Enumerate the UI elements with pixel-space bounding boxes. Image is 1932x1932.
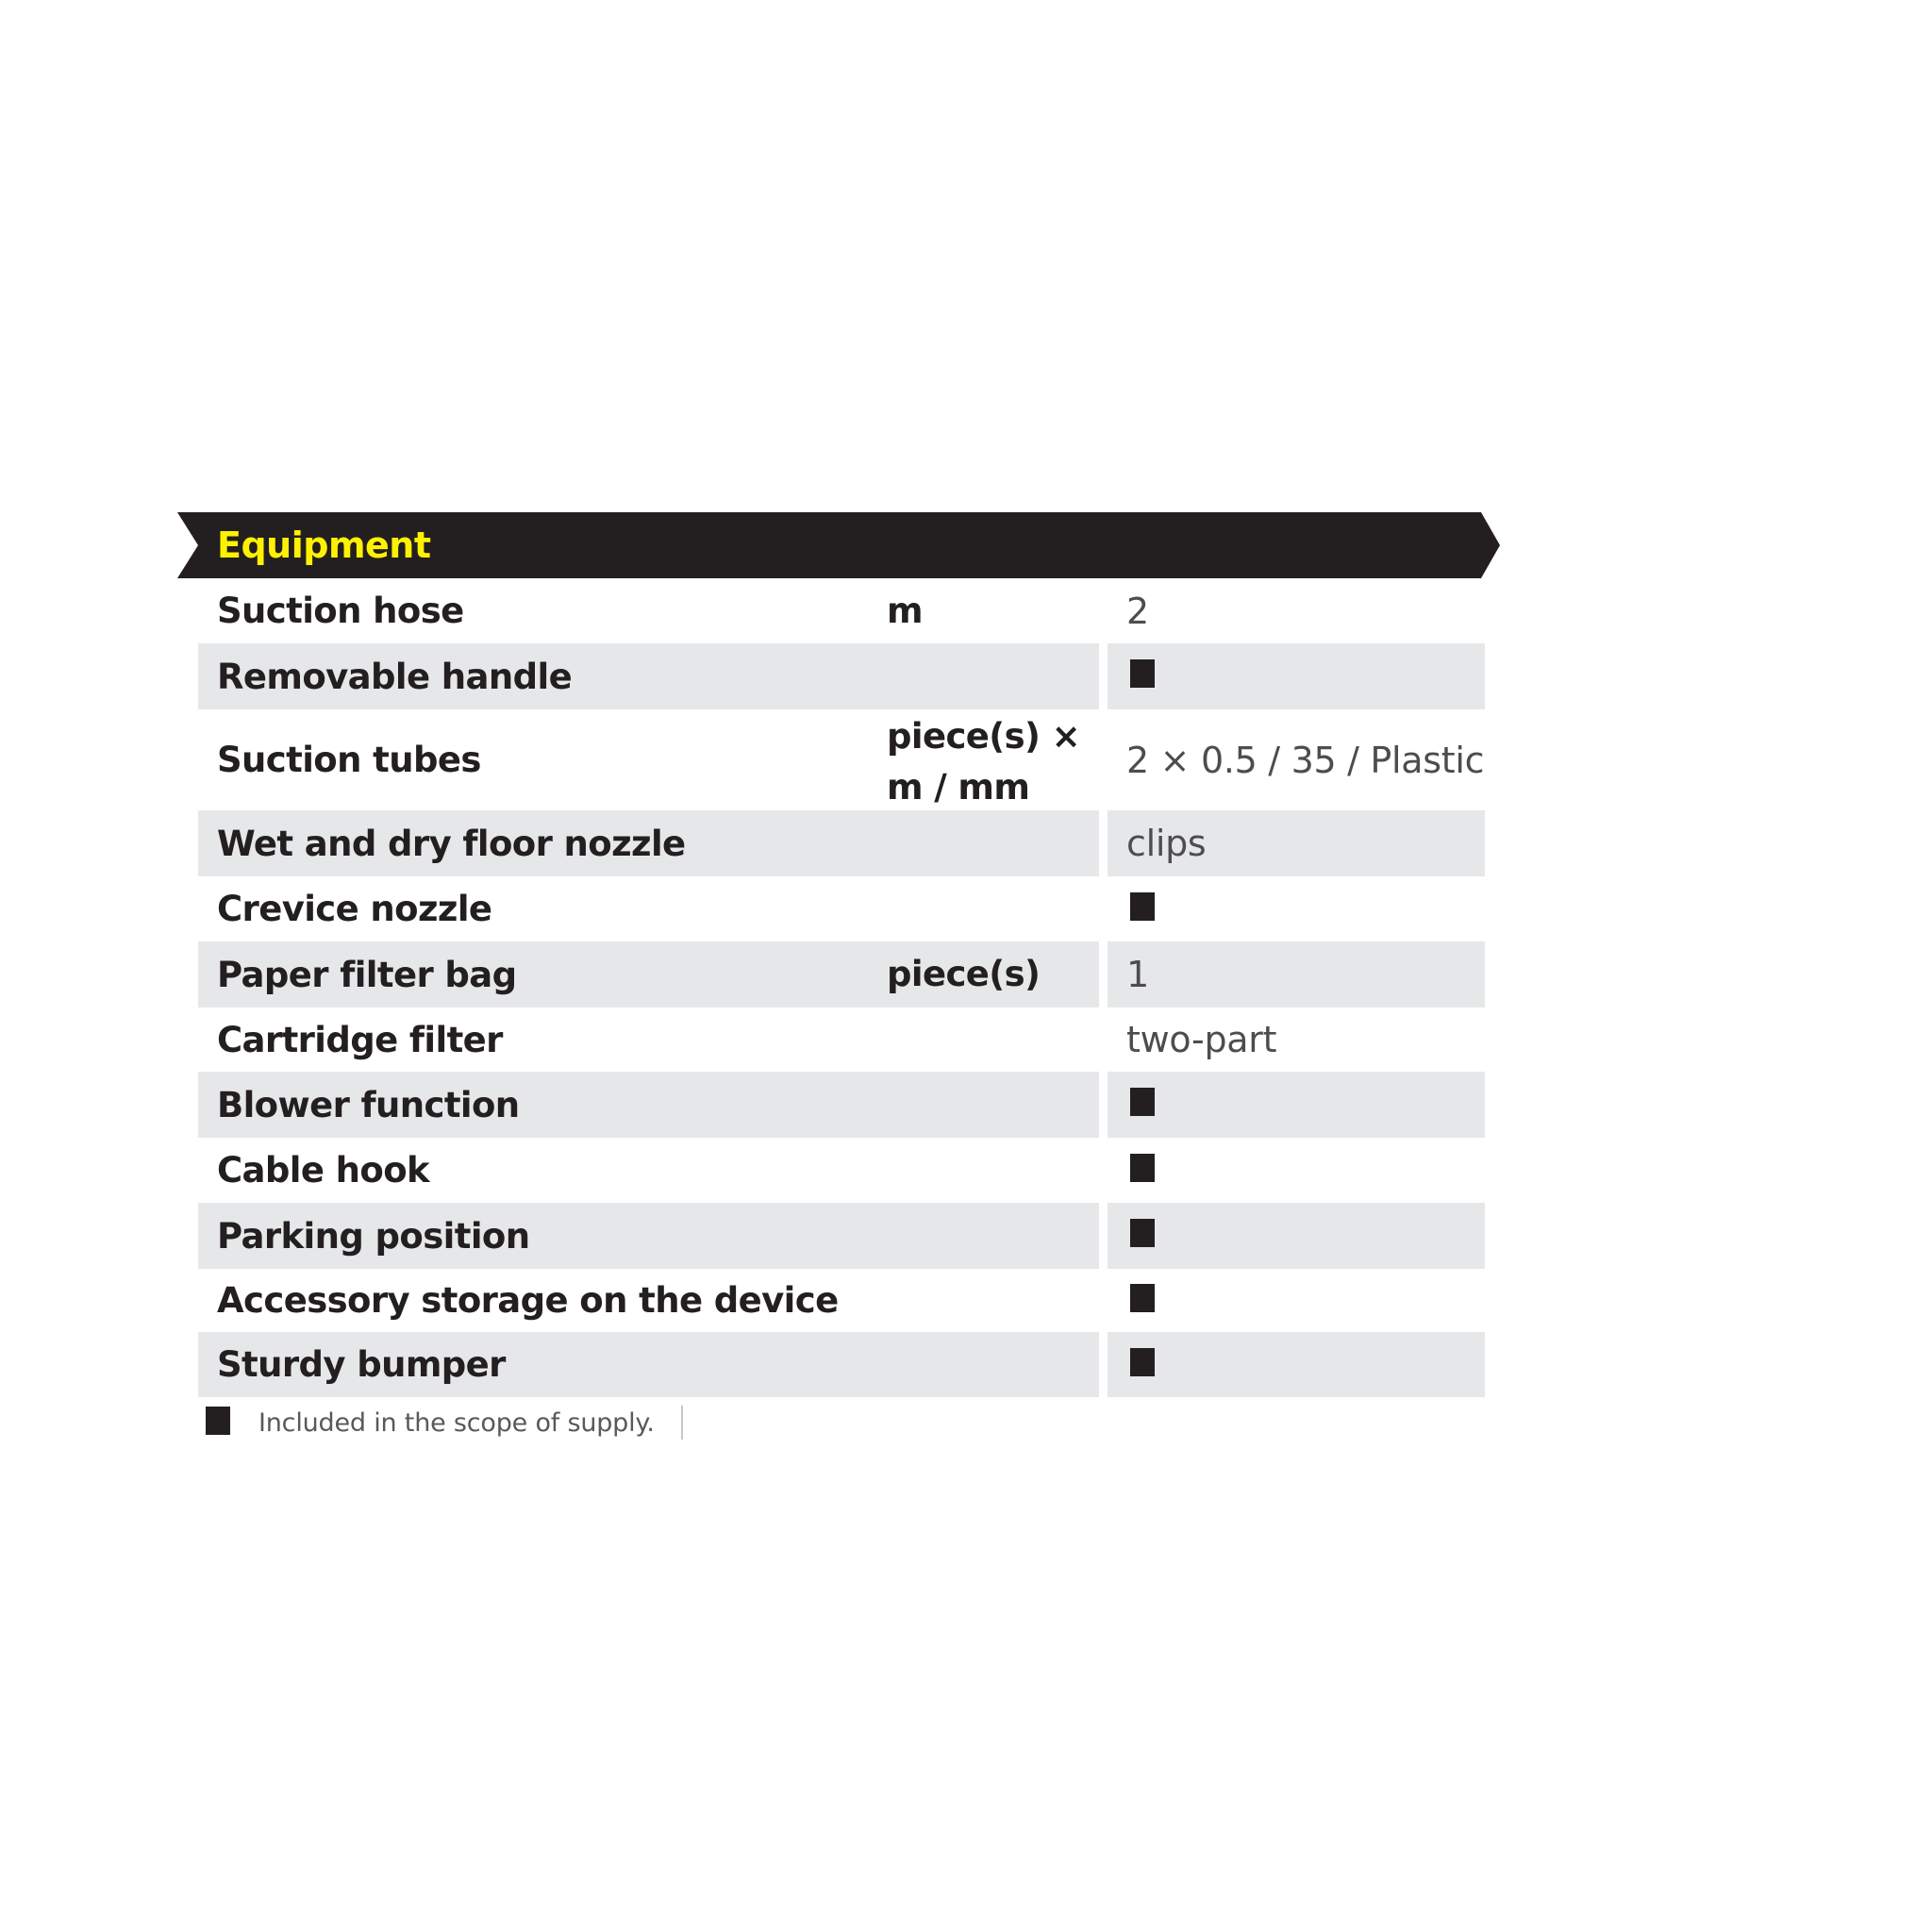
table-row bbox=[198, 810, 1485, 876]
label-cell bbox=[198, 1072, 1099, 1138]
included-bullet-icon bbox=[1130, 1284, 1155, 1312]
value-cell bbox=[1108, 1269, 1485, 1332]
row-unit: piece(s) bbox=[887, 954, 1041, 994]
section-title: Equipment bbox=[217, 525, 431, 566]
included-bullet-icon bbox=[1130, 659, 1155, 688]
row-label: Crevice nozzle bbox=[217, 889, 492, 929]
row-unit bbox=[887, 711, 1080, 813]
label-cell bbox=[198, 1138, 1099, 1203]
row-value: 1 bbox=[1126, 954, 1149, 995]
footnote bbox=[206, 1404, 683, 1441]
row-label: Paper filter bag bbox=[217, 954, 517, 995]
label-cell bbox=[198, 709, 1099, 810]
table-row bbox=[198, 1072, 1485, 1138]
label-cell bbox=[198, 876, 1099, 941]
row-unit-line-1: piece(s) × bbox=[887, 716, 1081, 757]
footnote-separator bbox=[681, 1406, 683, 1440]
table-row bbox=[198, 1203, 1485, 1269]
included-bullet-icon bbox=[1130, 892, 1155, 921]
row-value: 2 × 0.5 / 35 / Plastic bbox=[1126, 739, 1485, 781]
label-cell bbox=[198, 1332, 1099, 1397]
row-label: Cartridge filter bbox=[217, 1019, 503, 1060]
table-row bbox=[198, 578, 1485, 643]
value-cell bbox=[1108, 1008, 1485, 1072]
table-row bbox=[198, 643, 1485, 709]
row-label: Blower function bbox=[217, 1084, 520, 1125]
included-bullet-icon bbox=[1130, 1348, 1155, 1376]
row-unit-line-2: m / mm bbox=[887, 767, 1030, 808]
equipment-table bbox=[198, 578, 1485, 1397]
label-cell bbox=[198, 1269, 1099, 1332]
label-cell bbox=[198, 941, 1099, 1008]
table-row bbox=[198, 709, 1485, 810]
value-cell bbox=[1108, 1138, 1485, 1203]
included-bullet-icon bbox=[1130, 1219, 1155, 1247]
footnote-text: Included in the scope of supply. bbox=[258, 1407, 655, 1438]
filled-square-bullet-icon bbox=[206, 1407, 230, 1435]
table-row bbox=[198, 1008, 1485, 1072]
value-cell bbox=[1108, 643, 1485, 709]
row-label: Cable hook bbox=[217, 1150, 430, 1191]
row-label: Suction hose bbox=[217, 591, 464, 631]
row-unit: m bbox=[887, 590, 923, 631]
label-cell bbox=[198, 810, 1099, 876]
table-row bbox=[198, 1332, 1485, 1397]
label-cell bbox=[198, 1203, 1099, 1269]
row-label: Wet and dry floor nozzle bbox=[217, 823, 686, 864]
value-cell bbox=[1108, 709, 1485, 810]
value-cell bbox=[1108, 1072, 1485, 1138]
table-row bbox=[198, 876, 1485, 941]
label-cell bbox=[198, 643, 1099, 709]
included-bullet-icon bbox=[1130, 1088, 1155, 1116]
label-cell bbox=[198, 578, 1099, 643]
value-cell bbox=[1108, 810, 1485, 876]
row-value: two-part bbox=[1126, 1019, 1277, 1060]
value-cell bbox=[1108, 578, 1485, 643]
row-label: Parking position bbox=[217, 1215, 530, 1257]
row-label: Accessory storage on the device bbox=[217, 1280, 839, 1321]
row-label: Sturdy bumper bbox=[217, 1344, 506, 1385]
value-cell bbox=[1108, 941, 1485, 1008]
included-bullet-icon bbox=[1130, 1154, 1155, 1182]
value-cell bbox=[1108, 876, 1485, 941]
label-cell bbox=[198, 1008, 1099, 1072]
table-row bbox=[198, 941, 1485, 1008]
row-label: Suction tubes bbox=[217, 740, 481, 780]
table-row bbox=[198, 1138, 1485, 1203]
row-value: clips bbox=[1126, 823, 1207, 864]
value-cell bbox=[1108, 1203, 1485, 1269]
row-label: Removable handle bbox=[217, 656, 573, 697]
row-value: 2 bbox=[1126, 590, 1149, 632]
value-cell bbox=[1108, 1332, 1485, 1397]
table-row bbox=[198, 1269, 1485, 1332]
